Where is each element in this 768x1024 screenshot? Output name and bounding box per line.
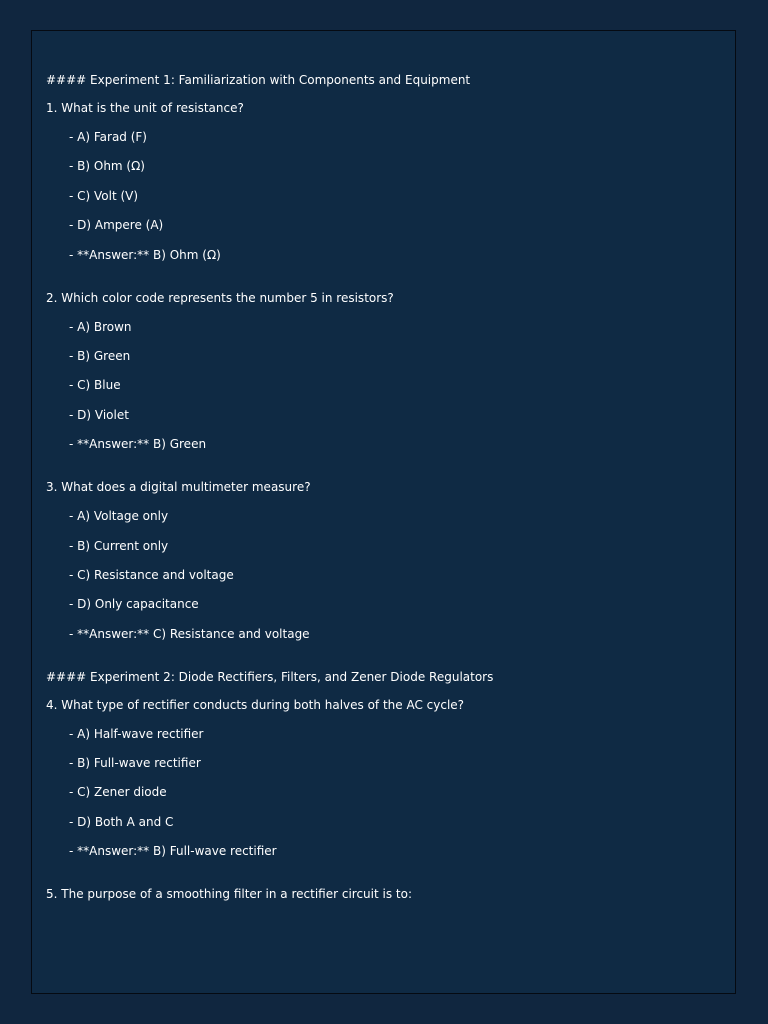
option-c: - C) Volt (V) [69, 188, 139, 203]
question-block [46, 697, 726, 860]
question-block [46, 100, 726, 263]
option-a: - A) Farad (F) [69, 130, 147, 144]
option-c: - C) Blue [69, 378, 121, 393]
section-heading: #### Experiment 1: Familiarization with Components and Equipment [46, 73, 471, 87]
answer-line: - **Answer:** B) Green [69, 437, 207, 452]
option-c: - C) Zener diode [69, 785, 167, 800]
question-text: 4. What type of rectifier conducts during both halves of the AC cycle? [46, 697, 465, 712]
option-a: - A) Half-wave rectifier [69, 726, 204, 741]
option-b: - B) Ohm (Ω) [69, 159, 145, 174]
question-block [46, 886, 726, 902]
option-d: - D) Only capacitance [69, 597, 199, 612]
option-d: - D) Violet [69, 407, 129, 422]
question-text: 2. Which color code represents the number 5 in resistors? [46, 290, 394, 305]
option-d: - D) Both A and C [69, 814, 174, 829]
answer-line: - **Answer:** B) Ohm (Ω) [69, 247, 221, 262]
option-b: - B) Current only [69, 538, 169, 553]
document-content [46, 72, 726, 929]
option-a: - A) Brown [69, 319, 132, 334]
option-c: - C) Resistance and voltage [69, 567, 234, 582]
option-d: - D) Ampere (A) [69, 218, 164, 233]
section-heading: #### Experiment 2: Diode Rectifiers, Filters, and Zener Diode Regulators [46, 669, 494, 684]
question-text: 5. The purpose of a smoothing filter in a rectifier circuit is to: [46, 887, 412, 902]
answer-line: - **Answer:** B) Full-wave rectifier [69, 844, 277, 859]
question-block [46, 290, 726, 453]
question-text: 1. What is the unit of resistance? [46, 101, 244, 115]
question-block [46, 479, 726, 642]
option-b: - B) Full-wave rectifier [69, 756, 201, 771]
question-text: 3. What does a digital multimeter measure? [46, 480, 311, 495]
option-b: - B) Green [69, 348, 131, 363]
answer-line: - **Answer:** C) Resistance and voltage [69, 626, 310, 641]
option-a: - A) Voltage only [69, 509, 169, 524]
